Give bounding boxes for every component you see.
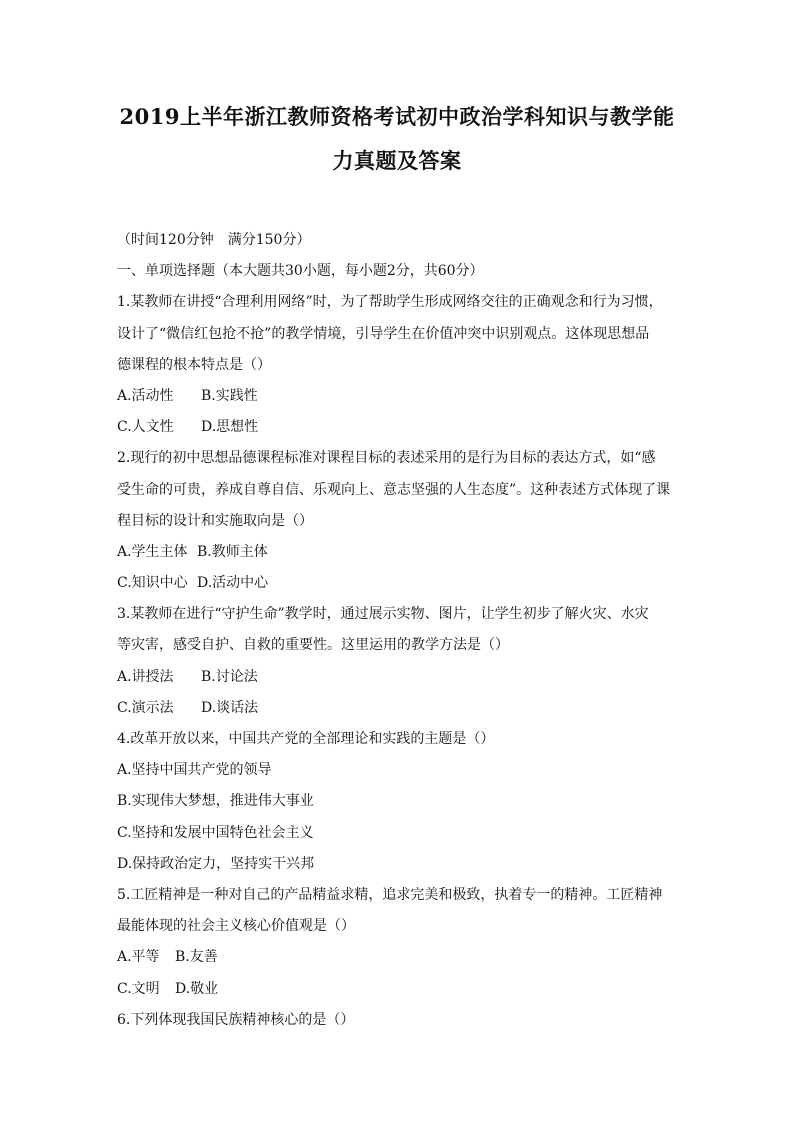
option-a: A.学生主体 (117, 543, 188, 560)
option-c: C.知识中心 (117, 575, 188, 592)
option-row (117, 662, 687, 693)
option-c: C.演示法 (117, 699, 174, 716)
question-stem-line: 2.现行的初中思想品德课程标准对课程目标的表述采用的是行为目标的表达方式，如“感 (117, 450, 656, 467)
option-row (117, 568, 687, 599)
question-stem-line: 1.某教师在讲授“合理利用网络”时，为了帮助学生形成网络交往的正确观念和行为习惯， (117, 294, 663, 311)
question-stem-line: 4.改革开放以来，中国共产党的全部理论和实践的主题是（） (117, 731, 495, 747)
section-heading: 一、单项选择题（本大题共30小题，每小题2分，共60分） (117, 263, 484, 280)
option-d: D.思想性 (201, 419, 259, 436)
option-c: C.文明 (117, 980, 160, 997)
option-row (117, 537, 687, 568)
exam-time-score: （时间120分钟 满分150分） (117, 232, 311, 248)
question-6 (117, 1005, 687, 1036)
question-stem-line: 6.下列体现我国民族精神核心的是（） (117, 1011, 355, 1028)
document-body (117, 225, 687, 1036)
option-b: B.讨论法 (201, 668, 258, 685)
option-a: A.活动性 (117, 387, 174, 404)
question-4 (117, 724, 687, 880)
option-b: B.实践性 (201, 387, 258, 404)
option-row (117, 412, 687, 443)
option-d: D.谈话法 (201, 699, 259, 716)
document-title-line-2: 力真题及答案 (332, 148, 462, 173)
option-b: B.友善 (175, 949, 218, 966)
option-c: C.人文性 (117, 419, 174, 436)
option-a: A.讲授法 (117, 668, 174, 685)
document-title-line-1: 2019上半年浙江教师资格考试初中政治学科知识与教学能 (119, 104, 675, 129)
option-row (117, 381, 687, 412)
question-stem-line: 等灾害，感受自护、自救的重要性。这里运用的教学方法是（） (117, 637, 509, 654)
question-stem-line: 最能体现的社会主义核心价值观是（） (117, 918, 355, 935)
option-b: B.教师主体 (197, 543, 268, 560)
option-d: D.保持政治定力，坚持实干兴邦 (117, 855, 315, 872)
question-stem-line: 程目标的设计和实施取向是（） (117, 512, 313, 529)
question-stem-line: 设计了“微信红包抢不抢”的教学情境，引导学生在价值冲突中识别观点。这体现思想品 (117, 325, 650, 342)
option-row (117, 974, 687, 1005)
question-1 (117, 287, 687, 443)
question-stem-line: 3.某教师在进行“守护生命”教学时，通过展示实物、图片，让学生初步了解火灾、水灾 (117, 606, 649, 623)
question-2 (117, 443, 687, 599)
option-d: D.敬业 (175, 980, 219, 997)
question-stem-line: 德课程的根本特点是（） (117, 356, 271, 373)
question-5 (117, 880, 687, 1005)
option-row (117, 942, 687, 973)
option-a: A.坚持中国共产党的领导 (117, 762, 272, 779)
option-d: D.活动中心 (197, 575, 269, 592)
option-a: A.平等 (117, 949, 160, 966)
option-b: B.实现伟大梦想，推进伟大事业 (117, 793, 314, 810)
option-row (117, 693, 687, 724)
question-stem-line: 受生命的可贵，养成自尊自信、乐观向上、意志坚强的人生态度”。这种表述方式体现了课 (117, 481, 671, 498)
question-stem-line: 5.工匠精神是一种对自己的产品精益求精，追求完美和极致，执着专一的精神。工匠精神 (117, 886, 663, 903)
option-c: C.坚持和发展中国特色社会主义 (117, 824, 314, 841)
question-3 (117, 599, 687, 724)
